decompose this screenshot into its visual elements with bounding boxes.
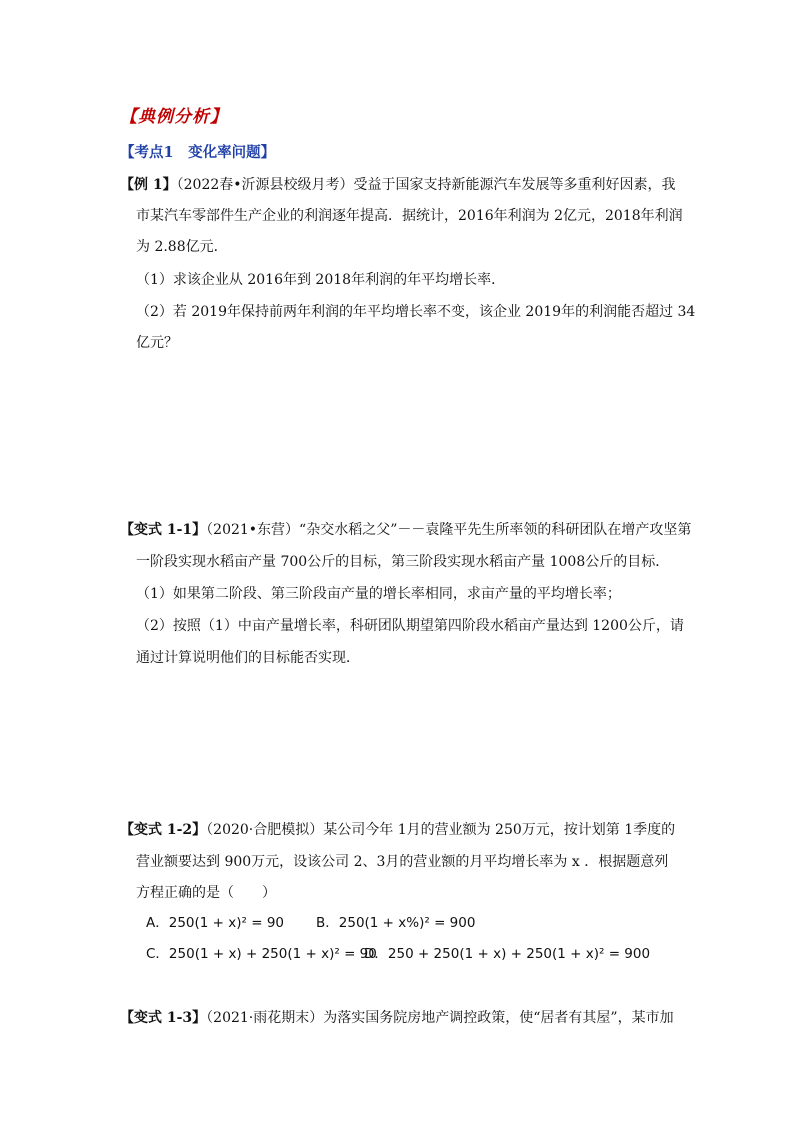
variant-1-1-tag: 【变式 1-1】	[120, 522, 207, 538]
example-1-text-line: 亿元？	[136, 335, 178, 351]
example-1-text-line: 市某汽车零部件生产企业的利润逐年提高．据统计，2016年利润为 2亿元，2018年利润	[136, 208, 683, 224]
variant-1-2-first-line	[120, 820, 675, 840]
variant-1-1-question-2: （2）按照（1）中亩产量增长率，科研团队期望第四阶段水稻亩产量达到 1200公斤，请	[136, 618, 684, 634]
option-row-2	[146, 944, 650, 964]
section-title: 【典例分析】	[120, 107, 228, 127]
variant-1-2-text-line: 方程正确的是（ ）	[136, 885, 276, 901]
variant-1-2-text-line: （2020·合肥模拟）某公司今年 1月的营业额为 250万元，按计划第 1季度的	[206, 822, 676, 838]
variant-1-3-tag: 【变式 1-3】	[120, 1010, 207, 1026]
variant-1-1-text-line: 一阶段实现水稻亩产量 700公斤的目标，第三阶段实现水稻亩产量 1008公斤的目标．	[136, 554, 670, 570]
option-c: C．250(1 + x) + 250(1 + x)² = 90	[146, 946, 377, 962]
variant-1-3-first-line	[120, 1008, 674, 1028]
example-1-text-line: 为 2.88亿元．	[136, 239, 228, 255]
variant-1-3-text-line: （2021·雨花期末）为落实国务院房地产调控政策，使“居者有其屋”，某市加	[206, 1010, 674, 1026]
example-1-question-1: （1）求该企业从 2016年到 2018年利润的年平均增长率．	[136, 272, 506, 288]
example-1-question-2: （2）若 2019年保持前两年利润的年平均增长率不变，该企业 2019年的利润能否超过 34	[136, 304, 696, 320]
variant-1-1-first-line	[120, 520, 691, 540]
variant-1-1-text-line: （2021•东营）“杂交水稻之父”－－袁隆平先生所率领的科研团队在增产攻坚第	[206, 522, 692, 538]
variant-1-2-tag: 【变式 1-2】	[120, 822, 207, 838]
option-d: D．250 + 250(1 + x) + 250(1 + x)² = 900	[364, 946, 651, 962]
variant-1-2-text-line: 营业额要达到 900万元，设该公司 2、3月的营业额的月平均增长率为 x ．根据题意列	[136, 854, 669, 870]
option-a: A．250(1 + x)² = 90	[146, 915, 284, 931]
example-1-first-line	[120, 175, 676, 195]
kaodian-heading: 【考点1 变化率问题】	[120, 144, 276, 161]
option-row-1	[146, 913, 475, 933]
example-1-tag: 【例 1】	[120, 177, 177, 193]
variant-1-1-question-1: （1）如果第二阶段、第三阶段亩产量的增长率相同，求亩产量的平均增长率；	[136, 586, 621, 602]
variant-1-1-text-line: 通过计算说明他们的目标能否实现．	[136, 650, 360, 666]
example-1-text-line: （2022春•沂源县校级月考）受益于国家支持新能源汽车发展等多重利好因素，我	[176, 177, 676, 193]
option-b: B．250(1 + x%)² = 900	[316, 915, 476, 931]
